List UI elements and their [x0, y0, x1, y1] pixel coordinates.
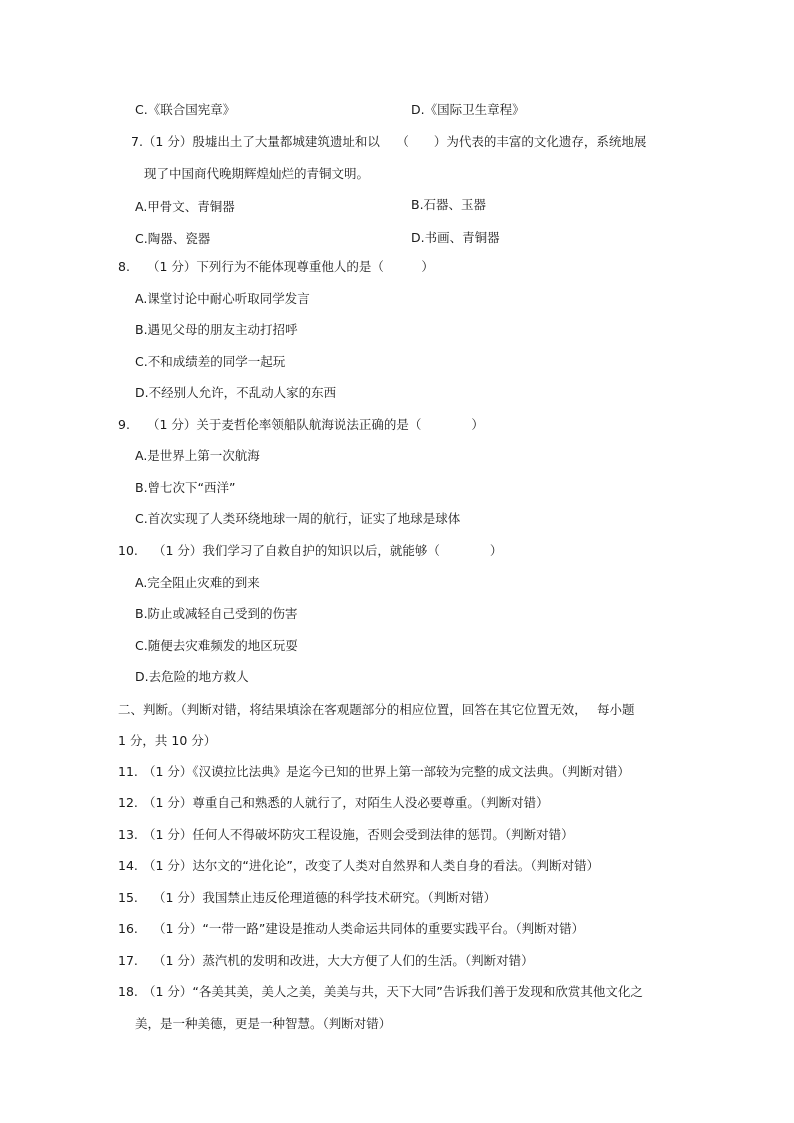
q9-stem: （1 分）关于麦哲伦率领船队航海说法正确的是（ ） — [147, 417, 484, 432]
q10-number: 10. — [118, 543, 138, 558]
q10-option-d: D.去危险的地方救人 — [135, 669, 249, 684]
q18-text-line2: 美，是一种美德，更是一种智慧。（判断对错） — [135, 1016, 392, 1031]
q11-number: 11. — [118, 764, 138, 779]
q8-option-a: A.课堂讨论中耐心听取同学发言 — [135, 291, 310, 306]
q8-option-c: C.不和成绩差的同学一起玩 — [135, 354, 286, 369]
q7-stem-line2: 现了中国商代晚期辉煌灿烂的青铜文明。 — [144, 166, 370, 181]
q18-text-line1: （1 分）“各美其美，美人之美，美美与共，天下大同”告诉我们善于发现和欣赏其他文化之 — [143, 984, 643, 999]
q10-option-b: B.防止或减轻自己受到的伤害 — [135, 606, 298, 621]
q12-number: 12. — [118, 795, 138, 810]
q10-option-a: A.完全阻止灾难的到来 — [135, 575, 260, 590]
q10-option-c: C.随便去灾难频发的地区玩耍 — [135, 638, 298, 653]
q12-text: （1 分）尊重自己和熟悉的人就行了，对陌生人没必要尊重。（判断对错） — [143, 795, 549, 810]
q9-option-b: B.曾七次下“西洋” — [135, 480, 236, 495]
q15-text: （1 分）我国禁止违反伦理道德的科学技术研究。（判断对错） — [153, 890, 497, 905]
q16-text: （1 分）“一带一路”建设是推动人类命运共同体的重要实践平台。（判断对错） — [153, 921, 585, 936]
q9-number: 9. — [118, 417, 130, 432]
q6-option-c: C.《联合国宪章》 — [135, 102, 236, 117]
q13-number: 13. — [118, 827, 138, 842]
q17-text: （1 分）蒸汽机的发明和改进，大大方便了人们的生活。（判断对错） — [153, 953, 534, 968]
q9-option-c: C.首次实现了人类环绕地球一周的航行，证实了地球是球体 — [135, 511, 461, 526]
q7-option-d: D.书画、青铜器 — [411, 230, 500, 245]
q6-option-d: D.《国际卫生章程》 — [411, 102, 525, 117]
q7-option-a: A.甲骨文、青铜器 — [135, 199, 235, 214]
q7-option-b: B.石器、玉器 — [411, 197, 487, 212]
section-2-heading-line1: 二、判断。（判断对错，将结果填涂在客观题部分的相应位置，回答在其它位置无效， 每小题 — [118, 702, 635, 717]
q9-option-a: A.是世界上第一次航海 — [135, 448, 260, 463]
q14-number: 14. — [118, 858, 138, 873]
q7-stem-line1: 7.（1 分）殷墟出土了大量都城建筑遗址和以 （ ）为代表的丰富的文化遗存，系统地展 — [131, 134, 647, 149]
q18-number: 18. — [118, 984, 138, 999]
q14-text: （1 分）达尔文的“进化论”，改变了人类对自然界和人类自身的看法。（判断对错） — [143, 858, 600, 873]
q13-text: （1 分）任何人不得破坏防灾工程设施，否则会受到法律的惩罚。（判断对错） — [143, 827, 574, 842]
q8-number: 8. — [118, 259, 130, 274]
q8-option-d: D.不经别人允许，不乱动人家的东西 — [135, 385, 337, 400]
q7-option-c: C.陶器、瓷器 — [135, 231, 211, 246]
q11-text: （1 分）《汉谟拉比法典》是迄今已知的世界上第一部较为完整的成文法典。（判断对错） — [143, 764, 630, 779]
q8-stem: （1 分）下列行为不能体现尊重他人的是（ ） — [147, 259, 434, 274]
q16-number: 16. — [118, 921, 138, 936]
q8-option-b: B.遇见父母的朋友主动打招呼 — [135, 322, 298, 337]
q17-number: 17. — [118, 953, 138, 968]
q10-stem: （1 分）我们学习了自救自护的知识以后，就能够（ ） — [153, 543, 503, 558]
section-2-heading-line2: 1 分，共 10 分） — [118, 733, 217, 748]
q15-number: 15. — [118, 890, 138, 905]
